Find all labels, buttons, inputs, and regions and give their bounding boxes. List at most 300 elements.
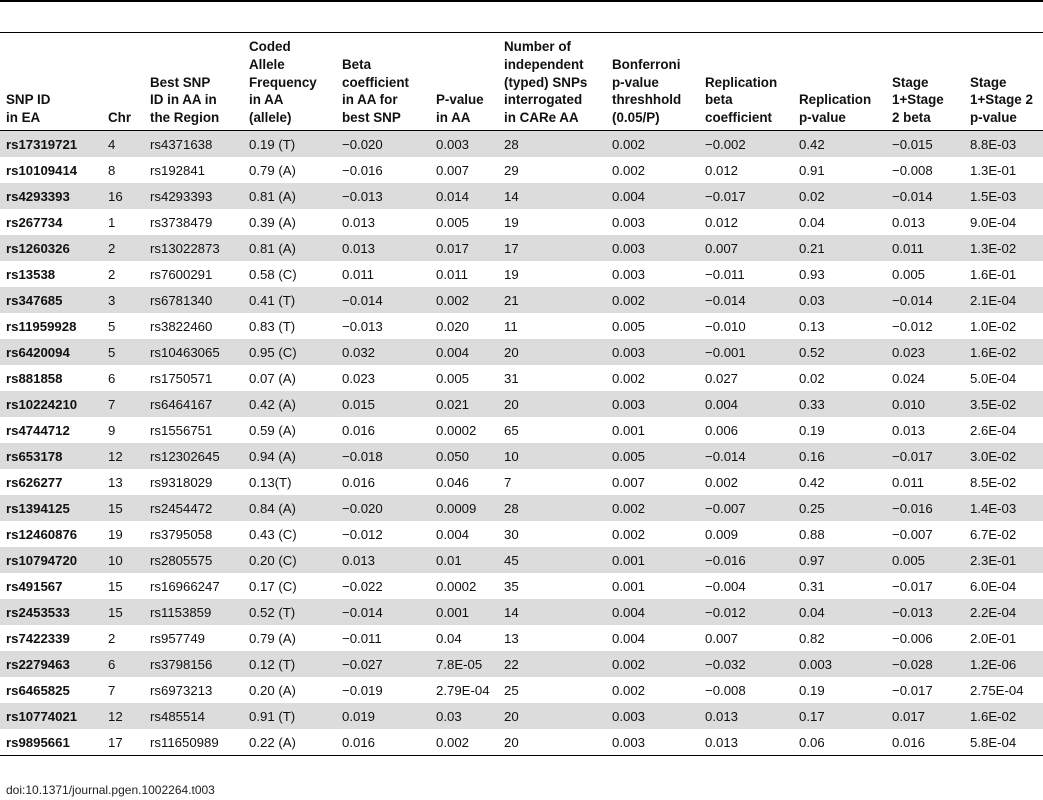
table-header (0, 33, 1043, 131)
replication-p-value-cell: 0.04 (793, 599, 886, 625)
snp-id-ea-cell: rs6465825 (6, 682, 70, 698)
replication-beta-cell: −0.007 (699, 495, 793, 521)
combined-beta-cell: 0.013 (892, 422, 926, 438)
best-snp-aa-cell: rs7600291 (150, 266, 213, 282)
column-header: Replication beta coefficient (699, 33, 793, 131)
coded-allele-frequency-cell: 0.81 (A) (243, 183, 336, 209)
combined-beta-cell: −0.016 (886, 495, 964, 521)
table-row (0, 443, 1043, 469)
best-snp-aa-cell: rs1153859 (144, 599, 243, 625)
best-snp-aa-cell: rs10463065 (144, 339, 243, 365)
chr-cell: 16 (102, 183, 144, 209)
replication-p-value-cell: 0.16 (793, 443, 886, 469)
chr-cell: 3 (102, 287, 144, 313)
snp-count-cell: 11 (504, 318, 518, 334)
beta-aa-cell: −0.014 (336, 599, 430, 625)
best-snp-aa-cell: rs192841 (150, 162, 205, 178)
beta-aa-cell: 0.023 (342, 370, 376, 386)
combined-p-value-cell: 1.6E-02 (964, 339, 1043, 365)
table-row (0, 209, 1043, 235)
combined-beta-cell: 0.011 (886, 235, 964, 261)
combined-beta-cell: −0.028 (886, 651, 964, 677)
replication-p-value-cell: 0.88 (799, 526, 825, 542)
snp-table (0, 33, 1043, 756)
beta-aa-cell: 0.016 (342, 474, 376, 490)
bonferroni-threshold-cell: 0.001 (612, 422, 646, 438)
replication-beta-cell: −0.012 (699, 599, 793, 625)
combined-p-value-cell: 1.3E-01 (970, 162, 1017, 178)
snp-id-ea-cell: rs267734 (6, 214, 63, 230)
replication-p-value-cell: 0.06 (793, 729, 886, 756)
replication-beta-cell: −0.002 (699, 131, 793, 158)
beta-aa-cell: 0.016 (336, 729, 430, 756)
beta-aa-cell: 0.016 (342, 422, 376, 438)
table-row (0, 313, 1043, 339)
table-row (0, 625, 1043, 651)
best-snp-aa-cell: rs3738479 (150, 214, 213, 230)
combined-beta-cell: −0.014 (886, 287, 964, 313)
beta-aa-cell: −0.020 (336, 131, 430, 158)
snp-count-cell: 20 (498, 391, 606, 417)
coded-allele-frequency-cell: 0.91 (T) (243, 703, 336, 729)
beta-aa-cell: −0.013 (342, 318, 383, 334)
table-row (0, 417, 1043, 443)
combined-beta-cell: 0.005 (886, 547, 964, 573)
table-row (0, 729, 1043, 756)
combined-beta-cell: −0.008 (892, 162, 933, 178)
replication-p-value-cell: 0.42 (793, 131, 886, 158)
p-value-aa-cell: 0.021 (430, 391, 498, 417)
replication-p-value-cell: 0.02 (799, 370, 825, 386)
replication-p-value-cell: 0.31 (799, 578, 825, 594)
chr-cell: 19 (108, 526, 123, 542)
snp-count-cell: 7 (504, 474, 512, 490)
bonferroni-threshold-cell: 0.001 (612, 578, 646, 594)
table-row (0, 183, 1043, 209)
bonferroni-threshold-cell: 0.002 (612, 682, 646, 698)
replication-beta-cell: −0.008 (705, 682, 746, 698)
best-snp-aa-cell: rs1750571 (150, 370, 213, 386)
coded-allele-frequency-cell: 0.81 (A) (243, 235, 336, 261)
bonferroni-threshold-cell: 0.007 (612, 474, 646, 490)
combined-p-value-cell: 1.2E-06 (964, 651, 1043, 677)
combined-beta-cell: −0.014 (886, 183, 964, 209)
bonferroni-threshold-cell: 0.002 (606, 651, 699, 677)
replication-beta-cell: 0.006 (705, 422, 739, 438)
snp-count-cell: 25 (504, 682, 519, 698)
snp-count-cell: 22 (498, 651, 606, 677)
replication-p-value-cell: 0.19 (799, 422, 825, 438)
replication-beta-cell: 0.012 (705, 162, 739, 178)
coded-allele-frequency-cell: 0.83 (T) (249, 318, 296, 334)
replication-p-value-cell: 0.17 (793, 703, 886, 729)
coded-allele-frequency-cell: 0.07 (A) (249, 370, 296, 386)
snp-id-ea-cell: rs11959928 (6, 318, 77, 334)
chr-cell: 5 (102, 339, 144, 365)
combined-p-value-cell: 2.75E-04 (970, 682, 1024, 698)
bonferroni-threshold-cell: 0.002 (606, 131, 699, 158)
best-snp-aa-cell: rs2454472 (144, 495, 243, 521)
p-value-aa-cell: 0.007 (436, 162, 470, 178)
coded-allele-frequency-cell: 0.84 (A) (243, 495, 336, 521)
chr-cell: 2 (108, 266, 116, 282)
chr-cell: 12 (102, 703, 144, 729)
combined-p-value-cell: 8.5E-02 (970, 474, 1017, 490)
snp-id-ea-cell: rs10794720 (0, 547, 102, 573)
beta-aa-cell: −0.011 (342, 630, 382, 646)
beta-aa-cell: −0.018 (336, 443, 430, 469)
best-snp-aa-cell: rs2805575 (144, 547, 243, 573)
snp-id-ea-cell: rs12460876 (6, 526, 78, 542)
bonferroni-threshold-cell: 0.002 (612, 370, 646, 386)
bonferroni-threshold-cell: 0.004 (606, 599, 699, 625)
snp-id-ea-cell: rs4744712 (6, 422, 70, 438)
coded-allele-frequency-cell: 0.19 (T) (243, 131, 336, 158)
replication-beta-cell: 0.004 (699, 391, 793, 417)
combined-beta-cell: 0.023 (886, 339, 964, 365)
chr-cell: 6 (102, 651, 144, 677)
p-value-aa-cell: 0.0009 (430, 495, 498, 521)
replication-beta-cell: 0.009 (705, 526, 739, 542)
combined-p-value-cell: 2.0E-01 (970, 630, 1017, 646)
replication-p-value-cell: 0.42 (799, 474, 825, 490)
snp-id-ea-cell: rs347685 (0, 287, 102, 313)
combined-beta-cell: −0.007 (892, 526, 933, 542)
snp-id-ea-cell: rs491567 (6, 578, 63, 594)
best-snp-aa-cell: rs11650989 (144, 729, 243, 756)
chr-cell: 12 (102, 443, 144, 469)
beta-aa-cell: −0.019 (342, 682, 383, 698)
replication-beta-cell: −0.001 (699, 339, 793, 365)
chr-cell: 5 (108, 318, 116, 334)
combined-beta-cell: −0.015 (886, 131, 964, 158)
bonferroni-threshold-cell: 0.002 (606, 495, 699, 521)
snp-count-cell: 14 (498, 599, 606, 625)
snp-id-ea-cell: rs13538 (6, 266, 56, 282)
snp-id-ea-cell: rs6420094 (0, 339, 102, 365)
combined-p-value-cell: 2.3E-01 (964, 547, 1043, 573)
replication-beta-cell: −0.010 (705, 318, 746, 334)
p-value-aa-cell: 0.005 (436, 214, 470, 230)
table-doi-caption: doi:10.1371/journal.pgen.1002264.t003 (6, 783, 215, 797)
replication-p-value-cell: 0.13 (799, 318, 825, 334)
p-value-aa-cell: 0.014 (430, 183, 498, 209)
combined-p-value-cell: 2.6E-04 (970, 422, 1017, 438)
combined-beta-cell: 0.005 (892, 266, 926, 282)
replication-beta-cell: 0.012 (705, 214, 739, 230)
best-snp-aa-cell: rs3798156 (144, 651, 243, 677)
replication-beta-cell: −0.017 (699, 183, 793, 209)
chr-cell: 13 (108, 474, 123, 490)
snp-count-cell: 28 (498, 495, 606, 521)
combined-beta-cell: −0.012 (892, 318, 933, 334)
coded-allele-frequency-cell: 0.58 (C) (249, 266, 297, 282)
p-value-aa-cell: 0.0002 (436, 422, 477, 438)
column-header: Beta coefficient in AA for best SNP (336, 33, 430, 131)
table-row (0, 339, 1043, 365)
snp-id-ea-cell: rs1260326 (0, 235, 102, 261)
p-value-aa-cell: 0.004 (436, 526, 470, 542)
chr-cell: 15 (108, 578, 123, 594)
bonferroni-threshold-cell: 0.003 (606, 703, 699, 729)
replication-p-value-cell: 0.21 (793, 235, 886, 261)
best-snp-aa-cell: rs4293393 (144, 183, 243, 209)
p-value-aa-cell: 0.01 (430, 547, 498, 573)
combined-beta-cell: −0.017 (892, 682, 933, 698)
coded-allele-frequency-cell: 0.43 (C) (249, 526, 297, 542)
snp-count-cell: 20 (498, 339, 606, 365)
column-header: Number of independent (typed) SNPs interrogated in CARe AA (498, 33, 606, 131)
bonferroni-threshold-cell: 0.003 (606, 235, 699, 261)
p-value-aa-cell: 0.011 (436, 266, 469, 282)
snp-id-ea-cell: rs1394125 (0, 495, 102, 521)
snp-id-ea-cell: rs2453533 (0, 599, 102, 625)
best-snp-aa-cell: rs485514 (144, 703, 243, 729)
best-snp-aa-cell: rs6781340 (144, 287, 243, 313)
p-value-aa-cell: 0.003 (430, 131, 498, 158)
beta-aa-cell: 0.011 (342, 266, 375, 282)
chr-cell: 15 (102, 599, 144, 625)
bonferroni-threshold-cell: 0.003 (612, 214, 646, 230)
coded-allele-frequency-cell: 0.39 (A) (249, 214, 296, 230)
beta-aa-cell: −0.013 (336, 183, 430, 209)
combined-p-value-cell: 3.5E-02 (964, 391, 1043, 417)
combined-p-value-cell: 1.6E-01 (970, 266, 1017, 282)
table-row (0, 287, 1043, 313)
snp-id-ea-cell: rs9895661 (0, 729, 102, 756)
replication-beta-cell: 0.002 (705, 474, 739, 490)
snp-count-cell: 17 (498, 235, 606, 261)
snp-count-cell: 14 (498, 183, 606, 209)
bonferroni-threshold-cell: 0.002 (612, 162, 646, 178)
snp-id-ea-cell: rs10109414 (6, 162, 78, 178)
table-row (0, 365, 1043, 391)
beta-aa-cell: 0.019 (336, 703, 430, 729)
bonferroni-threshold-cell: 0.004 (612, 630, 646, 646)
beta-aa-cell: −0.014 (336, 287, 430, 313)
table-row (0, 677, 1043, 703)
chr-cell: 7 (108, 682, 116, 698)
bonferroni-threshold-cell: 0.005 (606, 443, 699, 469)
table-row (0, 391, 1043, 417)
chr-cell: 4 (102, 131, 144, 158)
combined-p-value-cell: 2.2E-04 (964, 599, 1043, 625)
chr-cell: 10 (102, 547, 144, 573)
coded-allele-frequency-cell: 0.59 (A) (249, 422, 296, 438)
replication-p-value-cell: 0.25 (793, 495, 886, 521)
snp-count-cell: 45 (498, 547, 606, 573)
snp-count-cell: 10 (498, 443, 606, 469)
replication-p-value-cell: 0.003 (793, 651, 886, 677)
column-header: Replication p-value (793, 33, 886, 131)
column-header: Stage 1+Stage 2 p-value (964, 33, 1043, 131)
combined-p-value-cell: 2.1E-04 (964, 287, 1043, 313)
table-row (0, 495, 1043, 521)
table-row (0, 703, 1043, 729)
replication-beta-cell: 0.007 (699, 235, 793, 261)
coded-allele-frequency-cell: 0.20 (A) (249, 682, 296, 698)
bonferroni-threshold-cell: 0.001 (606, 547, 699, 573)
chr-cell: 2 (108, 630, 116, 646)
table-body (0, 131, 1043, 756)
chr-cell: 9 (108, 422, 116, 438)
beta-aa-cell: −0.016 (342, 162, 383, 178)
p-value-aa-cell: 0.002 (430, 729, 498, 756)
snp-id-ea-cell: rs10224210 (0, 391, 102, 417)
best-snp-aa-cell: rs1556751 (150, 422, 213, 438)
beta-aa-cell: 0.013 (342, 214, 376, 230)
snp-count-cell: 65 (504, 422, 519, 438)
chr-cell: 7 (102, 391, 144, 417)
replication-p-value-cell: 0.93 (799, 266, 825, 282)
snp-id-ea-cell: rs10774021 (0, 703, 102, 729)
combined-p-value-cell: 6.7E-02 (970, 526, 1017, 542)
snp-id-ea-cell: rs881858 (6, 370, 63, 386)
replication-beta-cell: −0.016 (699, 547, 793, 573)
bonferroni-threshold-cell: 0.003 (612, 266, 646, 282)
beta-aa-cell: 0.015 (336, 391, 430, 417)
bonferroni-threshold-cell: 0.004 (606, 183, 699, 209)
chr-cell: 8 (108, 162, 116, 178)
snp-count-cell: 21 (498, 287, 606, 313)
replication-p-value-cell: 0.03 (793, 287, 886, 313)
combined-beta-cell: −0.006 (892, 630, 933, 646)
column-header: Coded Allele Frequency in AA (allele) (243, 33, 336, 131)
beta-aa-cell: 0.013 (336, 547, 430, 573)
best-snp-aa-cell: rs3795058 (150, 526, 213, 542)
best-snp-aa-cell: rs6973213 (150, 682, 213, 698)
snp-count-cell: 13 (504, 630, 519, 646)
snp-count-cell: 19 (504, 214, 519, 230)
combined-beta-cell: 0.017 (886, 703, 964, 729)
bonferroni-threshold-cell: 0.003 (606, 339, 699, 365)
table-row (0, 547, 1043, 573)
table-row (0, 261, 1043, 287)
table-row (0, 235, 1043, 261)
coded-allele-frequency-cell: 0.22 (A) (243, 729, 336, 756)
replication-beta-cell: −0.014 (699, 443, 793, 469)
combined-beta-cell: 0.024 (892, 370, 926, 386)
bonferroni-threshold-cell: 0.003 (606, 729, 699, 756)
combined-beta-cell: −0.017 (892, 578, 933, 594)
best-snp-aa-cell: rs16966247 (150, 578, 220, 594)
best-snp-aa-cell: rs9318029 (150, 474, 213, 490)
replication-beta-cell: −0.014 (699, 287, 793, 313)
p-value-aa-cell: 0.001 (430, 599, 498, 625)
replication-beta-cell: 0.007 (705, 630, 739, 646)
bonferroni-threshold-cell: 0.003 (606, 391, 699, 417)
snp-count-cell: 20 (498, 729, 606, 756)
coded-allele-frequency-cell: 0.13(T) (249, 474, 292, 490)
table-row (0, 469, 1043, 495)
p-value-aa-cell: 7.8E-05 (430, 651, 498, 677)
column-header: Best SNP ID in AA in the Region (144, 33, 243, 131)
chr-cell: 17 (102, 729, 144, 756)
column-header: SNP ID in EA (0, 33, 102, 131)
coded-allele-frequency-cell: 0.41 (T) (243, 287, 336, 313)
best-snp-aa-cell: rs13022873 (144, 235, 243, 261)
combined-beta-cell: −0.013 (886, 599, 964, 625)
snp-count-cell: 20 (498, 703, 606, 729)
combined-p-value-cell: 9.0E-04 (970, 214, 1017, 230)
table-row (0, 599, 1043, 625)
coded-allele-frequency-cell: 0.94 (A) (243, 443, 336, 469)
snp-count-cell: 31 (504, 370, 519, 386)
snp-count-cell: 28 (498, 131, 606, 158)
column-header: Stage 1+Stage 2 beta (886, 33, 964, 131)
combined-p-value-cell: 1.3E-02 (964, 235, 1043, 261)
combined-p-value-cell: 5.0E-04 (970, 370, 1017, 386)
combined-p-value-cell: 8.8E-03 (964, 131, 1043, 158)
coded-allele-frequency-cell: 0.12 (T) (243, 651, 336, 677)
replication-beta-cell: 0.013 (699, 729, 793, 756)
snp-id-ea-cell: rs4293393 (0, 183, 102, 209)
combined-p-value-cell: 1.4E-03 (964, 495, 1043, 521)
bonferroni-threshold-cell: 0.002 (612, 526, 646, 542)
p-value-aa-cell: 0.050 (430, 443, 498, 469)
p-value-aa-cell: 0.005 (436, 370, 470, 386)
chr-cell: 2 (102, 235, 144, 261)
beta-aa-cell: 0.032 (336, 339, 430, 365)
coded-allele-frequency-cell: 0.79 (A) (249, 630, 296, 646)
p-value-aa-cell: 0.04 (436, 630, 462, 646)
table-row (0, 521, 1043, 547)
bonferroni-threshold-cell: 0.005 (612, 318, 646, 334)
replication-p-value-cell: 0.33 (793, 391, 886, 417)
combined-beta-cell: 0.016 (886, 729, 964, 756)
best-snp-aa-cell: rs12302645 (144, 443, 243, 469)
chr-cell: 15 (102, 495, 144, 521)
beta-aa-cell: −0.027 (336, 651, 430, 677)
table-top-rule (0, 0, 1043, 2)
coded-allele-frequency-cell: 0.42 (A) (243, 391, 336, 417)
header-row (0, 33, 1043, 131)
chr-cell: 1 (108, 214, 116, 230)
snp-id-ea-cell: rs626277 (6, 474, 63, 490)
combined-p-value-cell: 1.5E-03 (964, 183, 1043, 209)
p-value-aa-cell: 0.0002 (436, 578, 477, 594)
p-value-aa-cell: 0.017 (430, 235, 498, 261)
snp-count-cell: 35 (504, 578, 519, 594)
table-row (0, 157, 1043, 183)
beta-aa-cell: −0.020 (336, 495, 430, 521)
p-value-aa-cell: 0.020 (436, 318, 470, 334)
replication-beta-cell: −0.004 (705, 578, 746, 594)
coded-allele-frequency-cell: 0.95 (C) (243, 339, 336, 365)
beta-aa-cell: −0.012 (342, 526, 383, 542)
snp-count-cell: 30 (504, 526, 519, 542)
p-value-aa-cell: 0.002 (430, 287, 498, 313)
bonferroni-threshold-cell: 0.002 (606, 287, 699, 313)
combined-beta-cell: 0.010 (886, 391, 964, 417)
combined-p-value-cell: 5.8E-04 (964, 729, 1043, 756)
replication-beta-cell: 0.013 (699, 703, 793, 729)
column-header: Bonferroni p-value threshhold (0.05/P) (606, 33, 699, 131)
combined-p-value-cell: 1.0E-02 (970, 318, 1017, 334)
p-value-aa-cell: 0.03 (430, 703, 498, 729)
snp-id-ea-cell: rs653178 (0, 443, 102, 469)
chr-cell: 6 (108, 370, 116, 386)
combined-beta-cell: 0.013 (892, 214, 926, 230)
replication-p-value-cell: 0.02 (793, 183, 886, 209)
combined-beta-cell: 0.011 (892, 474, 925, 490)
column-header: P-value in AA (430, 33, 498, 131)
snp-id-ea-cell: rs2279463 (0, 651, 102, 677)
replication-p-value-cell: 0.82 (799, 630, 825, 646)
coded-allele-frequency-cell: 0.79 (A) (249, 162, 296, 178)
snp-id-ea-cell: rs17319721 (0, 131, 102, 158)
replication-p-value-cell: 0.19 (799, 682, 825, 698)
